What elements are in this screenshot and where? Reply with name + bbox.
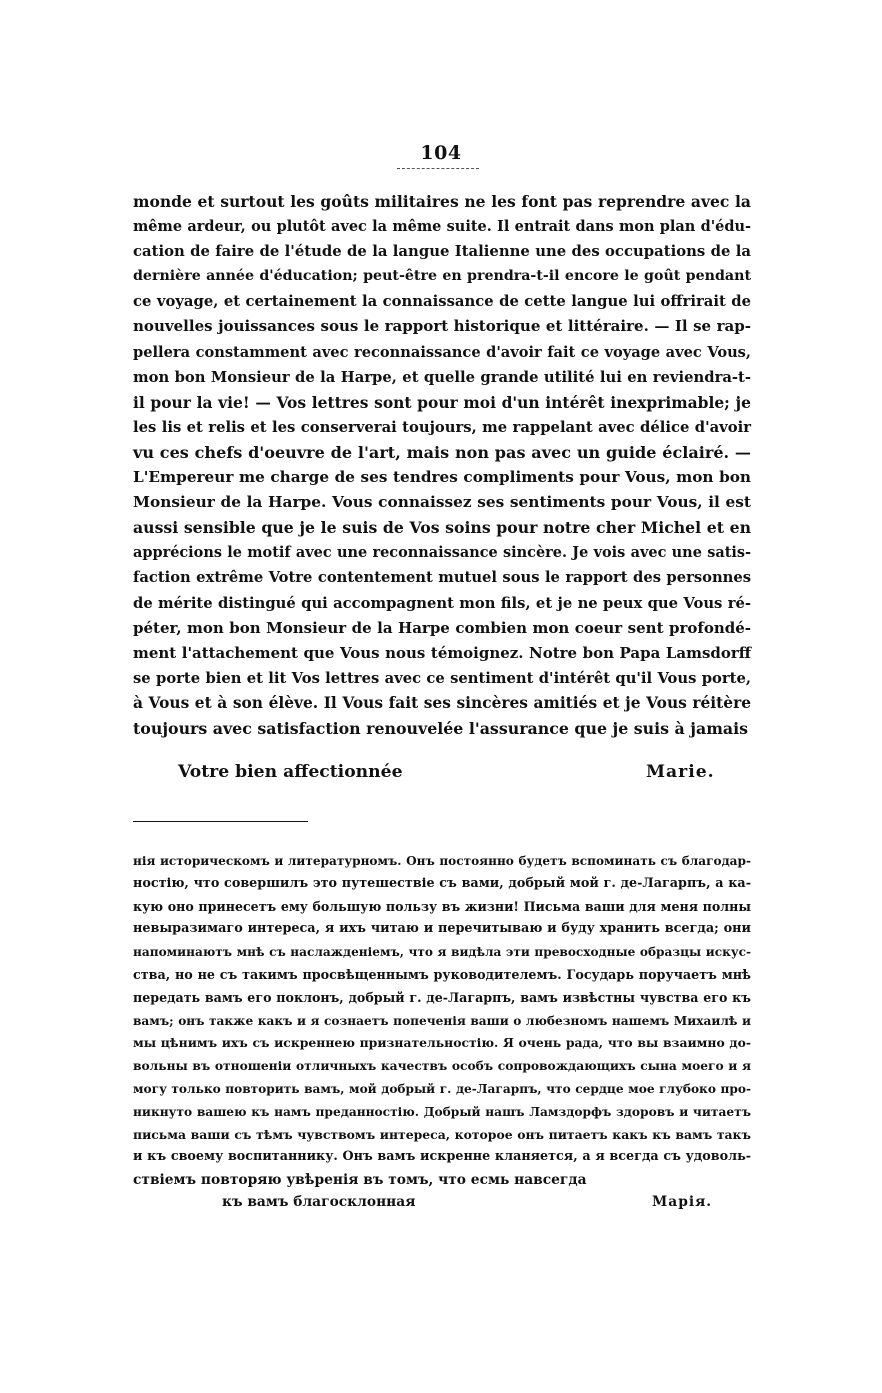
french-line: les lis et relis et les conserverai toujours, me rappelant avec délice d'avoir — [133, 418, 751, 436]
french-line: vu ces chefs d'oeuvre de l'art, mais non pas avec un guide éclairé. — — [133, 442, 751, 462]
french-closing: Votre bien affectionnée — [178, 762, 403, 782]
french-line: mon bon Monsieur de la Harpe, et quelle grande utilité lui en reviendra-t- — [133, 368, 751, 386]
french-line: ment l'attachement que Vous nous témoignez. Notre bon Papa Lamsdorff — [133, 643, 751, 662]
french-line: de mérite distingué qui accompagnent mon fils, et je ne peux que Vous ré- — [133, 594, 751, 612]
french-line: nouvelles jouissances sous le rapport historique et littéraire. — Il se rap- — [133, 317, 751, 336]
french-line: L'Empereur me charge de ses tendres compliments pour Vous, mon bon — [133, 468, 751, 487]
russian-line: никнуто вашею къ намъ преданностію. Добрый нашъ Ламздорфъ здоровъ и читаетъ — [133, 1104, 751, 1119]
russian-translation-body — [133, 850, 751, 1192]
russian-line: могу только повторить вамъ, мой добрый г. де-Лагарпъ, что сердце мое глубоко про- — [133, 1081, 751, 1096]
french-line: à Vous et à son élève. Il Vous fait ses sincères amitiés et je Vous réitère — [133, 693, 751, 712]
french-line: se porte bien et lit Vos lettres avec ce sentiment d'intérêt qu'il Vous porte, — [133, 669, 751, 687]
french-signature: Marie. — [646, 762, 715, 782]
french-signoff — [0, 758, 882, 794]
french-line: pellera constamment avec reconnaissance d'avoir fait ce voyage avec Vous, — [133, 343, 751, 361]
russian-line: ства, но не съ такимъ просвѣщеннымъ руководителемъ. Государь поручаетъ мнѣ — [133, 966, 751, 982]
russian-line: письма ваши съ тѣмъ чувствомъ интереса, которое онъ питаетъ какъ къ вамъ такъ — [133, 1126, 751, 1142]
french-line: péter, mon bon Monsieur de la Harpe combien mon coeur sent profondé- — [133, 618, 751, 637]
russian-line: передать вамъ его поклонъ, добрый г. де-Лагарпъ, вамъ извѣстны чувства его къ — [133, 989, 751, 1005]
russian-signoff — [0, 1190, 882, 1218]
french-line: dernière année d'éducation; peut-être en prendra-t-il encore le goût pendant — [133, 268, 751, 285]
russian-line: вольны въ отношеніи отличныхъ качествъ особъ сопровождающихъ сына моего и я — [133, 1059, 751, 1074]
french-line: il pour la vie! — Vos lettres sont pour moi d'un intérêt inexprimable; je — [133, 392, 751, 412]
french-line: ce voyage, et certainement la connaissance de cette langue lui offrirait de — [133, 293, 751, 311]
french-line: apprécions le motif avec une reconnaissance sincère. Je vois avec une satis- — [133, 544, 751, 562]
french-line: faction extrême Votre contentement mutuel sous le rapport des personnes — [133, 569, 751, 587]
french-line: même ardeur, ou plutôt avec la même suite. Il entrait dans mon plan d'édu- — [133, 218, 751, 236]
french-line: aussi sensible que je le suis de Vos soins pour notre cher Michel et en — [133, 518, 751, 538]
french-line: toujours avec satisfaction renouvelée l'assurance que je suis à jamais — [133, 718, 749, 738]
russian-line: и къ своему воспитаннику. Онъ вамъ искренне кланяется, а я всегда съ удоволь- — [133, 1149, 751, 1165]
french-letter-body — [133, 189, 751, 741]
footnote-divider — [133, 821, 308, 822]
french-line: monde et surtout les goûts militaires ne les font pas reprendre avec la — [133, 192, 751, 211]
russian-line: кую оно принесетъ ему большую пользу въ жизни! Письма ваши для меня полны — [133, 898, 751, 914]
russian-line: вамъ; онъ также какъ и я сознаетъ попеченія ваши о любезномъ нашемъ Михаилѣ и — [133, 1013, 751, 1028]
french-line: Monsieur de la Harpe. Vous connaissez ses sentiments pour Vous, il est — [133, 493, 751, 512]
page-number-underline — [397, 168, 479, 169]
russian-closing: къ вамъ благосклонная — [222, 1194, 416, 1210]
russian-line: ностію, что совершилъ это путешествіе съ вами, добрый мой г. де-Лагарпъ, а ка- — [133, 875, 751, 891]
russian-line: нія историческомъ и литературномъ. Онъ постоянно будетъ вспоминать съ благодар- — [133, 854, 751, 868]
russian-signature: Марія. — [652, 1194, 713, 1210]
french-line: cation de faire de l'étude de la langue Italienne une des occupations de la — [133, 243, 751, 261]
russian-line: ствіемъ повторяю увѣренія въ томъ, что есмь навсегда — [133, 1172, 587, 1189]
page-number: 104 — [420, 142, 462, 164]
russian-line: мы цѣнимъ ихъ съ искреннею признательностію. Я очень рада, что вы взаимно до- — [133, 1035, 751, 1051]
russian-line: напоминаютъ мнѣ съ наслажденіемъ, что я видѣла эти превосходные образцы искус- — [133, 945, 751, 960]
russian-line: невыразимаго интереса, я ихъ читаю и перечитываю и буду хранить всегда; они — [133, 921, 751, 937]
